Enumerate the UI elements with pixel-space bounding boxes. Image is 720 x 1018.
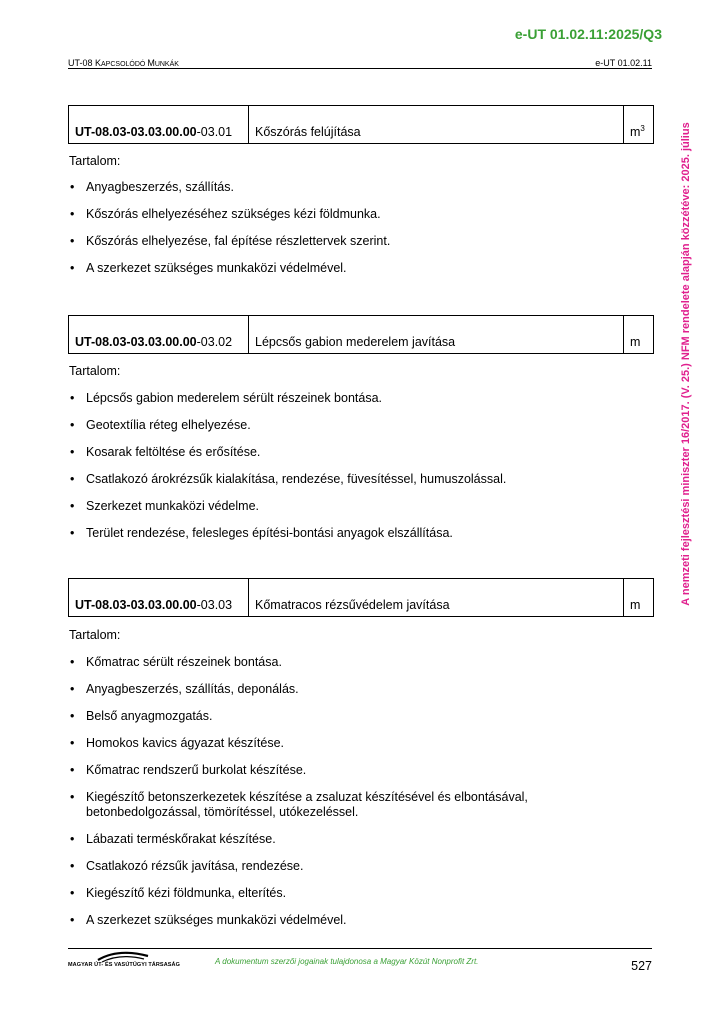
list-item: • Anyagbeszerzés, szállítás. <box>69 180 629 195</box>
content-list-2 <box>69 391 629 553</box>
list-item: • Kőmatrac rendszerű burkolat készítése. <box>69 763 629 778</box>
copyright-notice: A dokumentum szerzői jogainak tulajdonosa a Magyar Közút Nonprofit Zrt. <box>215 957 479 966</box>
content-label: Tartalom: <box>69 154 121 168</box>
list-item: • Lépcsős gabion mederelem sérült részeinek bontása. <box>69 391 629 406</box>
item-title: Kőszórás felújítása <box>249 106 624 144</box>
footer-rule <box>68 948 652 949</box>
list-item: • Kiegészítő betonszerkezetek készítése a zsaluzat készítésével és elbontásával, betonbedolgozással, tömörítéssel, utókezeléssel. <box>69 790 629 820</box>
association-name: MAGYAR ÚT- ÉS VASÚTÜGYI TÁRSASÁG <box>68 962 180 968</box>
item-unit: m <box>624 316 654 354</box>
item-table-2 <box>68 315 654 354</box>
header-rule <box>68 68 652 69</box>
item-code: UT-08.03-03.03.00.00-03.03 <box>69 579 249 617</box>
running-header-left: UT-08 KAPCSOLÓDÓ MUNKÁK <box>68 58 179 68</box>
list-item: • Csatlakozó árokrézsűk kialakítása, rendezése, füvesítéssel, humuszolással. <box>69 472 629 487</box>
list-item: • Kőszórás elhelyezése, fal építése részlettervek szerint. <box>69 234 629 249</box>
content-label: Tartalom: <box>69 364 121 378</box>
list-item: • Kosarak feltöltése és erősítése. <box>69 445 629 460</box>
item-table-3 <box>68 578 654 617</box>
list-item: • Kőszórás elhelyezéséhez szükséges kézi földmunka. <box>69 207 629 222</box>
running-header-right: e-UT 01.02.11 <box>595 58 652 68</box>
item-code: UT-08.03-03.03.00.00-03.01 <box>69 106 249 144</box>
list-item: • Homokos kavics ágyazat készítése. <box>69 736 629 751</box>
list-item: • Geotextília réteg elhelyezése. <box>69 418 629 433</box>
list-item: • Csatlakozó rézsűk javítása, rendezése. <box>69 859 629 874</box>
list-item: • Lábazati terméskőrakat készítése. <box>69 832 629 847</box>
content-list-3 <box>69 655 629 940</box>
item-unit: $m^3$ <box>624 106 654 144</box>
item-table-1 <box>68 105 654 144</box>
item-unit: m <box>624 579 654 617</box>
side-publication-note: A nemzeti fejlesztési miniszter 16/2017. (V. 25.) NFM rendelete alapján közzétéve: 2025. július <box>680 122 692 606</box>
list-item: • Belső anyagmozgatás. <box>69 709 629 724</box>
page-number: 527 <box>631 959 652 973</box>
content-list-1 <box>69 180 629 288</box>
list-item: • Anyagbeszerzés, szállítás, deponálás. <box>69 682 629 697</box>
item-title: Lépcsős gabion mederelem javítása <box>249 316 624 354</box>
content-label: Tartalom: <box>69 628 121 642</box>
list-item: • A szerkezet szükséges munkaközi védelmével. <box>69 913 629 928</box>
item-code: UT-08.03-03.03.00.00-03.02 <box>69 316 249 354</box>
list-item: • Szerkezet munkaközi védelme. <box>69 499 629 514</box>
list-item: • Terület rendezése, felesleges építési-bontási anyagok elszállítása. <box>69 526 629 541</box>
list-item: • Kőmatrac sérült részeinek bontása. <box>69 655 629 670</box>
document-code: e-UT 01.02.11:2025/Q3 <box>514 26 662 42</box>
item-title: Kőmatracos rézsűvédelem javítása <box>249 579 624 617</box>
list-item: • A szerkezet szükséges munkaközi védelmével. <box>69 261 629 276</box>
association-logo-icon <box>68 950 188 972</box>
list-item: • Kiegészítő kézi földmunka, elterítés. <box>69 886 629 901</box>
